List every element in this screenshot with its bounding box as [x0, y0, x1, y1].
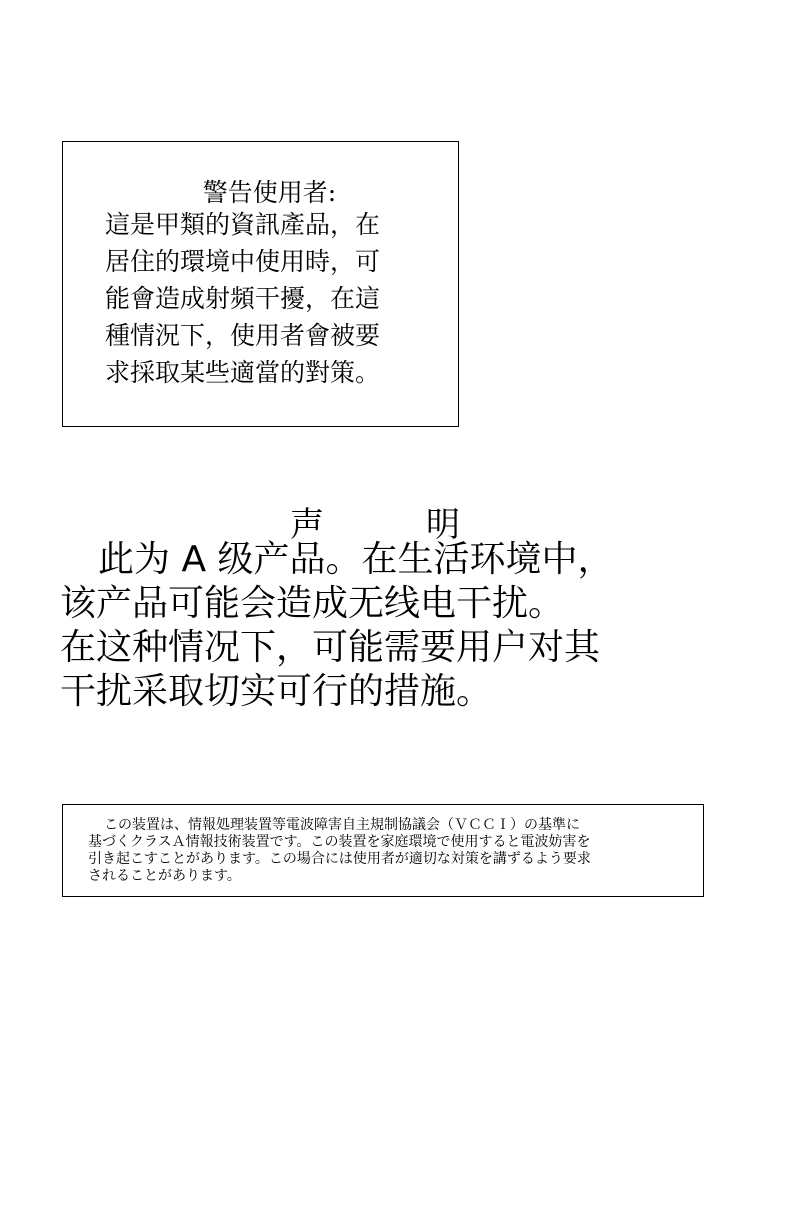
vcci-notice-line: されることがあります。 — [88, 868, 241, 884]
china-title-char-1: 声 — [290, 505, 324, 545]
taiwan-warning-title: 警告使用者: — [202, 178, 337, 207]
vcci-notice-line: この装置は、情報処理装置等電波障害自主規制協議会（ＶＣＣＩ）の基準に — [104, 817, 580, 833]
taiwan-warning-line: 這是甲類的資訊產品，在 — [105, 210, 381, 239]
vcci-notice-line: 引き起こすことがあります。この場合には使用者が適切な対策を講ずるよう要求 — [88, 851, 591, 867]
vcci-notice-box — [62, 804, 704, 897]
china-statement-text — [60, 538, 614, 714]
taiwan-warning-box — [62, 141, 459, 427]
china-title-char-2: 明 — [426, 505, 460, 545]
taiwan-warning-line: 種情況下，使用者會被要 — [105, 321, 381, 350]
taiwan-warning-line: 求採取某些適當的對策。 — [105, 358, 381, 387]
taiwan-warning-line: 居住的環境中使用時，可 — [105, 247, 381, 276]
vcci-notice-text — [88, 817, 591, 885]
vcci-notice-line: 基づくクラスＡ情報技術装置です。この装置を家庭環境で使用すると電波妨害を — [88, 834, 591, 850]
china-statement-line: 该产品可能会造成无线电干扰。 — [60, 583, 565, 624]
taiwan-warning-line: 能會造成射頻干擾，在這 — [105, 284, 381, 313]
china-statement-line: 此为 A 级产品。在生活环境中， — [98, 539, 614, 580]
taiwan-warning-text — [105, 206, 380, 391]
china-statement-line: 在这种情况下，可能需要用户对其 — [60, 627, 601, 668]
china-statement-line: 干扰采取切实可行的措施。 — [60, 671, 493, 712]
